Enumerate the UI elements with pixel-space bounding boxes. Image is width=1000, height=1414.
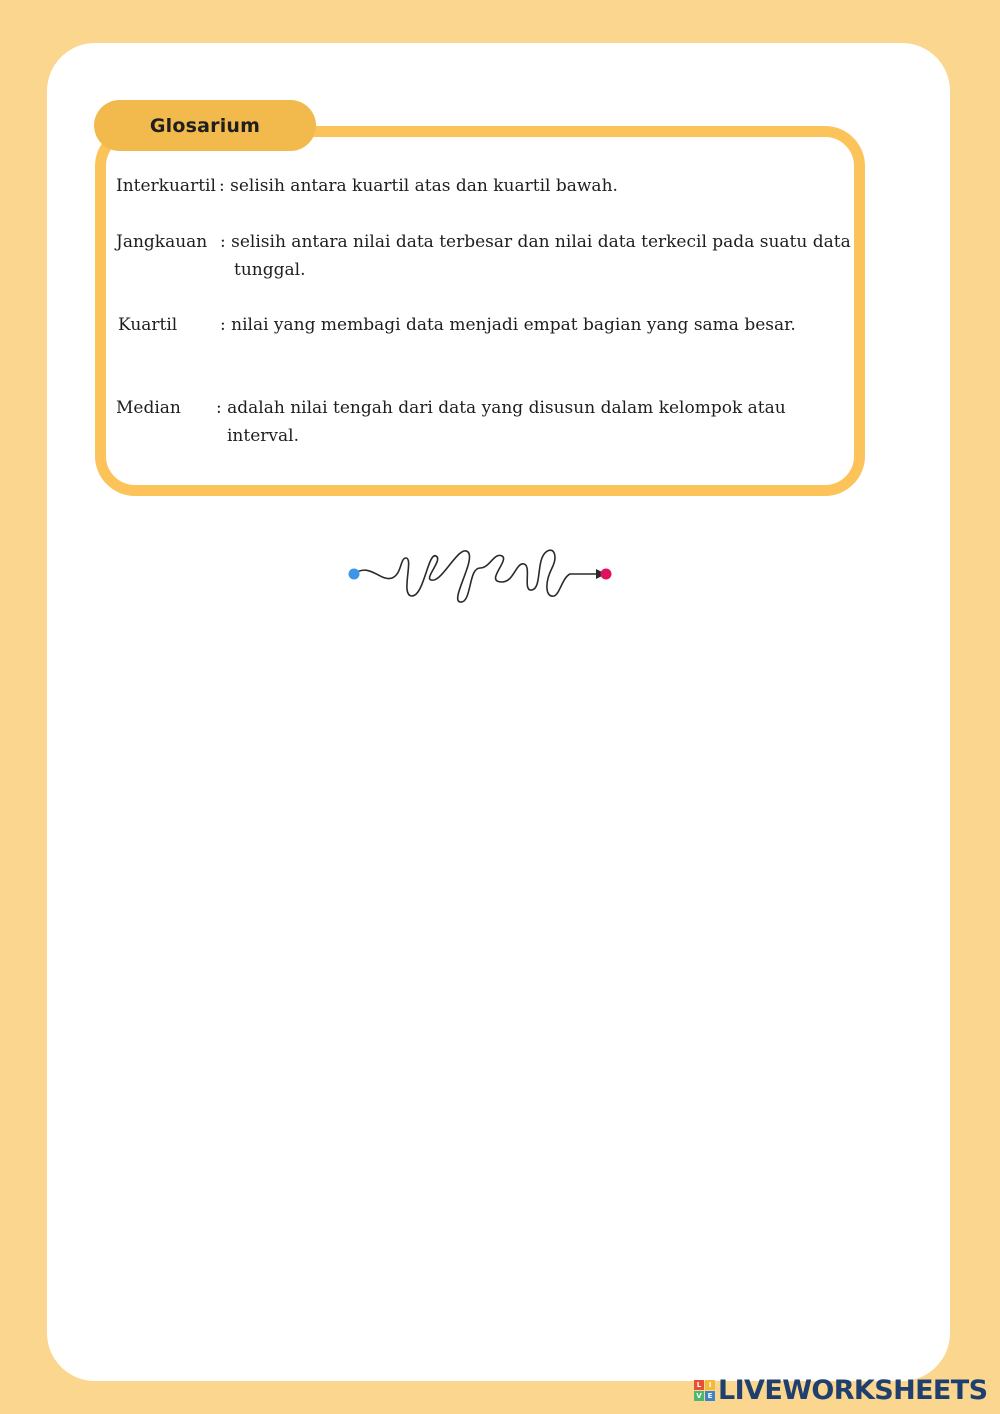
logo-block-l: L [694,1380,704,1390]
glossary-term: Kuartil [118,315,178,335]
glossary-term: Jangkauan [116,232,208,252]
glossary-term: Interkuartil [116,176,216,196]
glossary-definition: : adalah nilai tengah dari data yang disusun dalam kelompok atau [216,398,786,418]
glossary-definition-continuation: interval. [227,426,299,446]
glossary-term: Median [116,398,181,418]
glossary-definition-continuation: tunggal. [234,260,306,280]
logo-block-i: I [705,1380,715,1390]
logo-block-e: E [705,1391,715,1401]
glossary-definition: : selisih antara nilai data terbesar dan nilai data terkecil pada suatu data [220,232,851,252]
start-dot-icon [349,569,360,580]
glossary-title: Glosarium [94,100,316,151]
liveworksheets-logo [694,1374,987,1406]
glossary-definition: : selisih antara kuartil atas dan kuartil bawah. [219,176,618,196]
squiggle-divider [340,538,620,610]
brand-name: LIVEWORKSHEETS [718,1374,988,1406]
glossary-definition: : nilai yang membagi data menjadi empat bagian yang sama besar. [220,315,796,335]
logo-block-v: V [694,1391,704,1401]
end-dot-icon [601,569,612,580]
logo-blocks-icon [694,1380,715,1401]
